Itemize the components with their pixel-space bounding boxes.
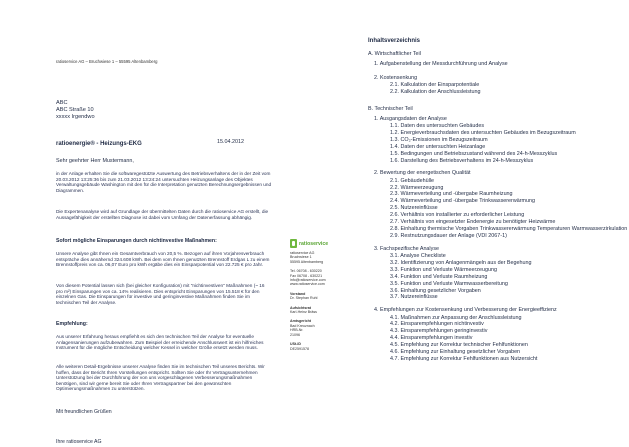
toc-item: 1.1. Daten des untersuchten Gebäudes [390, 123, 485, 130]
signature: Ihre ratioservice AG [56, 439, 102, 445]
toc-item: 3.1. Analyse Checkliste [390, 253, 446, 260]
heading-recommendation: Empfehlung: [56, 321, 88, 327]
toc-item: 1.2. Energieverbrauchsdaten des untersuchten Gebäudes im Bezugszeitraum [390, 129, 576, 136]
toc-item: 2.4. Wärmeverteilung und -übergabe Trinkwassererwärmung [390, 198, 536, 205]
toc-page [290, 0, 629, 447]
sidebar-line: 55595 Altenbamberg [290, 259, 324, 264]
toc-item: 2.9. Restnutzungsdauer der Anlage (VDI 2067-1) [390, 232, 507, 239]
paragraph-expert-analysis: Die Expertenanalyse wird auf Grundlage der übermittelten Daten durch die ratioservice AG erstellt, die Aussagefähigkeit der erstellten Diagnose ist dabei vom Umfang der Datenerfassung abhängig. [56, 209, 269, 220]
sidebar-line: Karl-Heinz Bräss [290, 310, 317, 315]
sidebar-line: Bad Kreuznach [290, 323, 315, 328]
sidebar-line: HRB-Nr. [290, 328, 304, 333]
toc-chapter: 4. Empfehlungen zur Kostensenkung und Verbesserung der Energieeffizienz [374, 307, 557, 314]
paragraph-recommendation: Aus unserer Erfahrung heraus empfiehlt es sich den technischen Teil der Analyse für eventuelle Anlagensanierungen aufzubewahren. Zum Beispiel der erreichende Anschlusswert ist ein hilfreiches Instrument für die mögliche Entscheidung welcher Kessel in welcher Größe ersetzt werden muss. [56, 334, 264, 351]
toc-item: 2.7. Verhältnis von eingesetzter Endenergie zu benötigter Heizwärme [390, 219, 556, 226]
letter-subject: ratioenergie® - Heizungs-EKG [56, 141, 142, 147]
toc-item: 4.7. Empfehlung zur Korrektur Fehlfunktionen aus Nutzersicht [390, 356, 538, 363]
toc-chapter: 1. Ausgangsdaten der Analyse [374, 115, 447, 122]
toc-item: 3.4. Funktion und Verluste Raumheizung [390, 273, 488, 280]
toc-item: 2.2. Wärmeerzeugung [390, 184, 444, 191]
toc-item: 2.6. Verhältnis von installierter zu erforderlicher Leistung [390, 212, 525, 219]
paragraph-savings: Unsere Analyse gibt Ihnen ein Gesamtverbrauch von 20,5 %. Bezogen auf ihren Vorjahresverbrauch entspräche dies annähernd 324.608 kWh. Bei dem vom Ihnen genutzten Brennstoff Erdgas L zu einem Brennstoffpreis von ca. 06,07 Euro pro kWh ergäbe dies ein Einsparpotential von 22.725 € pro Jahr. [56, 251, 270, 268]
toc-item: 2.1. Kalkulation der Einsparpotentiale [390, 81, 480, 88]
toc-item: 2.5. Nutzereinflüsse [390, 205, 438, 212]
salutation: Sehr geehrter Herr Mustermann, [56, 158, 134, 164]
address-line: ABC [56, 100, 68, 106]
sidebar-line: 21096 [290, 332, 300, 337]
sidebar-line: Vorstand [290, 291, 306, 296]
heading-savings: Sofort mögliche Einsparungen durch nichtinvestive Maßnahmen: [56, 238, 217, 244]
sidebar-line: Dr. Stephan Ruhl [290, 296, 318, 301]
address-line: xxxxx Irgendwo [56, 113, 95, 120]
sidebar-line: www.ratioservice.com [290, 282, 325, 287]
sidebar-block [290, 292, 340, 301]
sidebar-block [290, 251, 340, 264]
company-sidebar [290, 251, 340, 356]
toc-section: B. Technischer Teil [368, 105, 413, 112]
toc-item: 4.3. Einsparempfehlungen geringinvestiv [390, 328, 488, 335]
toc-item: 1.4. Daten der untersuchten Heizanlage [390, 143, 486, 150]
toc-item: 4.2. Einsparempfehlungen nichtinvestiv [390, 321, 484, 328]
toc-item: 3.7. Nutzereinflüsse [390, 294, 438, 301]
toc-item: 4.5. Empfehlung zur Korrektur technischer Fehlfunktionen [390, 342, 528, 349]
toc-chapter: 3. Fachspezifische Analyse [374, 245, 440, 252]
toc-item: 3.2. Identifizierung von Anlagenmängeln aus der Begehung [390, 259, 532, 266]
toc-item: 1.5. Bedingungen und Betriebszustand während des 24-h-Messzyklus [390, 150, 558, 157]
toc-section: A. Wirtschaftlicher Teil [368, 51, 421, 58]
address-line: ABC Straße 10 [56, 106, 94, 113]
toc-item: 2.8. Einhaltung thermische Vorgaben Trinkwassererwärmung Temperaturen Warmwasserzirkulation [390, 226, 628, 233]
sidebar-line: USt-ID [290, 342, 301, 347]
letter-date: 15.04.2012 [217, 139, 244, 145]
table-of-contents [368, 38, 628, 367]
paragraph-potential: Von diesem Potential lassen sich (bei gleicher Konfiguration) mit "nichtinvestiven" Maßnahmen (~ 16 pro m²) Einsparungen von ca. 14% realisieren. Dies entspricht Einsparungen von 15.518 € für den einzelnen Gas. Die Einsparungen für investive und geringinvestive Maßnahmen finden Sie im technischen Teil der Analyse. [56, 283, 265, 305]
toc-item: 2.1. Gebäudehülle [390, 177, 435, 184]
toc-item: 1.3. CO₂-Emissionen im Bezugszeitraum [390, 136, 488, 143]
toc-item: 2.2. Kalkulation der Anschlussleistung [390, 88, 481, 95]
recipient-address [56, 100, 95, 120]
paragraph-details: Alle weiteren Detail-Ergebnisse unserer Analyse finden Sie im technischen Teil unseres Berichts. Wir hoffen, dass der Bericht Ihren Vorstellungen entspricht. Sollten Sie oder Ihr Vertragsunternehmen Unterstützung bei der Durchführung der von uns vorgeschlagenen Verbesserungsmaßnahmen benötigen, sind wir gerne bereit Sie oder Ihren Vertragspartner bei den gewünschten Optimierungsmaßnahmen zu unterstützen. [56, 364, 265, 392]
toc-item: 2.3. Wärmeverteilung und -übergabe Raumheizung [390, 191, 513, 198]
toc-item: 4.1. Maßnahmen zur Anpassung der Anschlussleistung [390, 314, 522, 321]
toc-item: 4.6. Empfehlung zur Einhaltung gesetzlicher Vorgaben [390, 349, 521, 356]
letter-page [0, 0, 282, 447]
sidebar-line: ratioservice AG [290, 251, 315, 255]
toc-item: 3.6. Einhaltung gesetzlicher Vorgaben [390, 287, 481, 294]
sidebar-line: Tel. 06708 - 630220 [290, 269, 322, 274]
sidebar-line: Bruchwiese 1 [290, 255, 312, 260]
toc-item: 3.5. Funktion und Verluste Warmwasserbereitung [390, 280, 508, 287]
sidebar-line: Aufsichtsrat [290, 305, 311, 310]
logo-icon [290, 239, 297, 248]
toc-chapter: 2. Bewertung der energetischen Qualität [374, 170, 471, 177]
sidebar-line: info@ratioservice.com [290, 278, 326, 283]
sidebar-block [290, 342, 340, 351]
toc-item: 1.6. Darstellung des Betriebsverhaltens im 24-h-Messzyklus [390, 157, 534, 164]
toc-chapter: 1. Aufgabenstellung der Messdurchführung und Analyse [374, 61, 508, 68]
closing: Mit freundlichen Grüßen [56, 409, 112, 415]
logo-text: ratioservice [299, 240, 329, 247]
company-logo [290, 239, 334, 248]
sidebar-line: DE2591578 [290, 346, 309, 351]
paragraph-intro: in der Anlage erhalten Sie die softwaregestützte Auswertung des Betriebsverhaltens der in der Zeit vom 20.03.2012 13:25:36 bis zum 21.03.2012 13:24:24 untersuchten Heizungsanlage des Objektes Verwaltungsgebäude Washington mit den für die Interpretation genutzten Berechnungsergebnissen und Diagrammen. [56, 171, 272, 193]
sender-line: ratioservice AG – Bruchwiese 1 – 55595 Altenbamberg [56, 59, 158, 64]
toc-item: 4.4. Einsparempfehlungen investiv [390, 335, 473, 342]
sidebar-block [290, 319, 340, 337]
toc-chapter: 2. Kostensenkung [374, 74, 418, 81]
sidebar-line: Amtsgericht [290, 319, 311, 324]
sidebar-block [290, 306, 340, 315]
toc-title: Inhaltsverzeichnis [368, 38, 421, 44]
sidebar-line: Fax 06708 - 630221 [290, 273, 323, 278]
toc-item: 3.3. Funktion und Verluste Wärmeerzeugung [390, 266, 497, 273]
sidebar-block [290, 269, 340, 287]
